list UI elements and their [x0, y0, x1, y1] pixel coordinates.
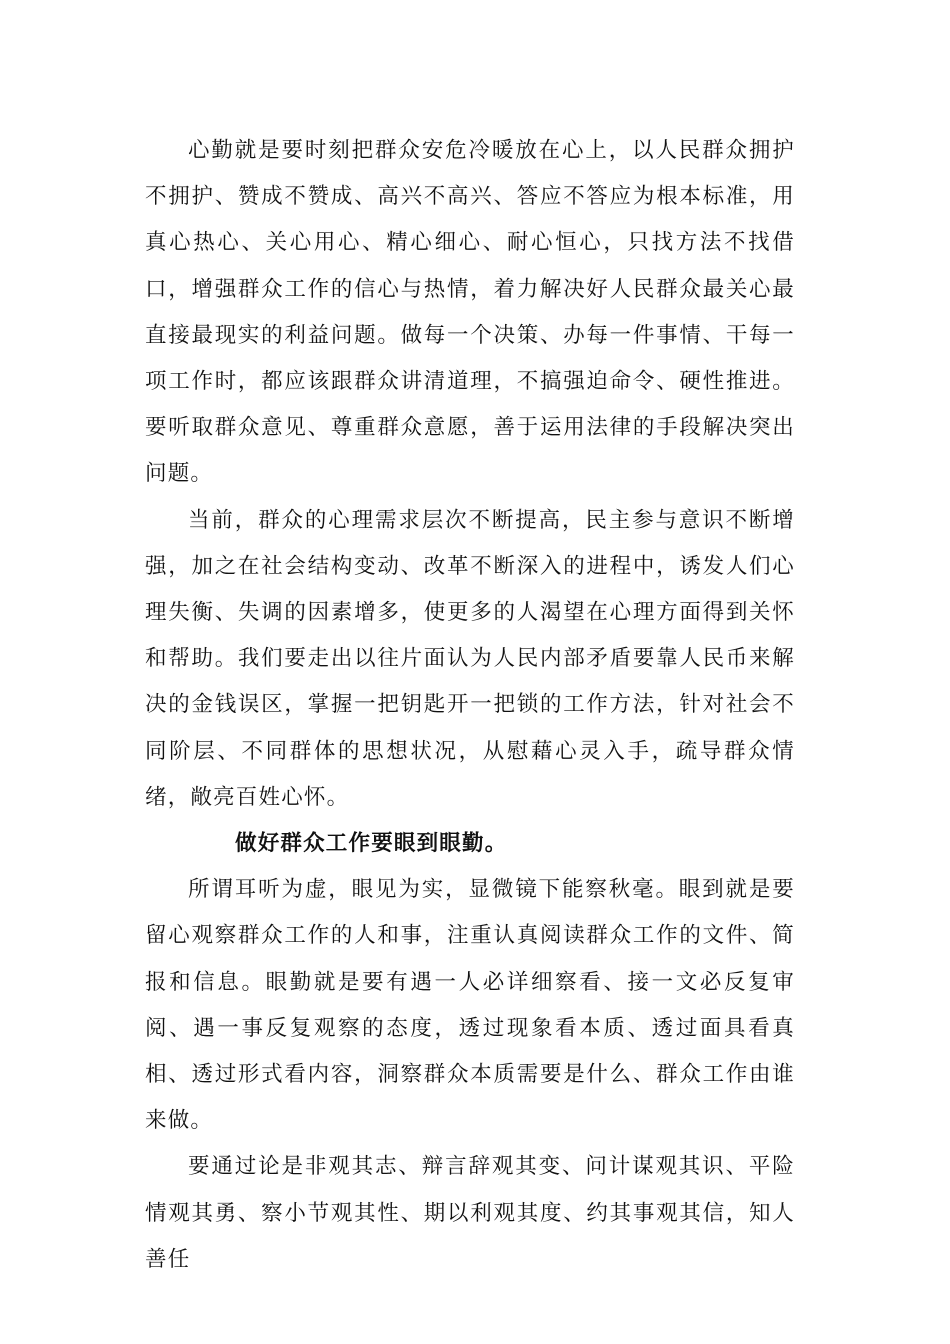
document-page	[145, 128, 795, 1283]
paragraph-dangqian: 当前，群众的心理需求层次不断提高，民主参与意识不断增强，加之在社会结构变动、改革不断深入的进程中，诱发人们心理失衡、失调的因素增多，使更多的人渴望在心理方面得到关怀和帮助。我们要走出以往片面认为人民内部矛盾要靠人民币来解决的金钱误区，掌握一把钥匙开一把锁的工作方法，针对社会不同阶层、不同群体的思想状况，从慰藉心灵入手，疏导群众情绪，敞亮百姓心怀。	[145, 507, 795, 810]
paragraph-yaotongguo: 要通过论是非观其志、辩言辞观其变、问计谋观其识、平险情观其勇、察小节观其性、期以利观其度、约其事观其信，知人善任	[145, 1154, 795, 1272]
paragraph-suowei: 所谓耳听为虚，眼见为实，显微镜下能察秋毫。眼到就是要留心观察群众工作的人和事，注重认真阅读群众工作的文件、简报和信息。眼勤就是要有遇一人必详细察看、接一文必反复审阅、遇一事反复观察的态度，透过现象看本质、透过面具看真相、透过形式看内容，洞察群众本质需要是什么、群众工作由谁来做。	[145, 877, 795, 1134]
paragraph-xinqin: 心勤就是要时刻把群众安危冷暖放在心上，以人民群众拥护不拥护、赞成不赞成、高兴不高兴、答应不答应为根本标准，用真心热心、关心用心、精心细心、耐心恒心，只找方法不找借口，增强群众工作的信心与热情，着力解决好人民群众最关心最直接最现实的利益问题。做每一个决策、办每一件事情、干每一项工作时，都应该跟群众讲清道理，不搞强迫命令、硬性推进。要听取群众意见、尊重群众意愿，善于运用法律的手段解决突出问题。	[145, 138, 795, 487]
section-heading: 做好群众工作要眼到眼勤。	[235, 831, 508, 857]
